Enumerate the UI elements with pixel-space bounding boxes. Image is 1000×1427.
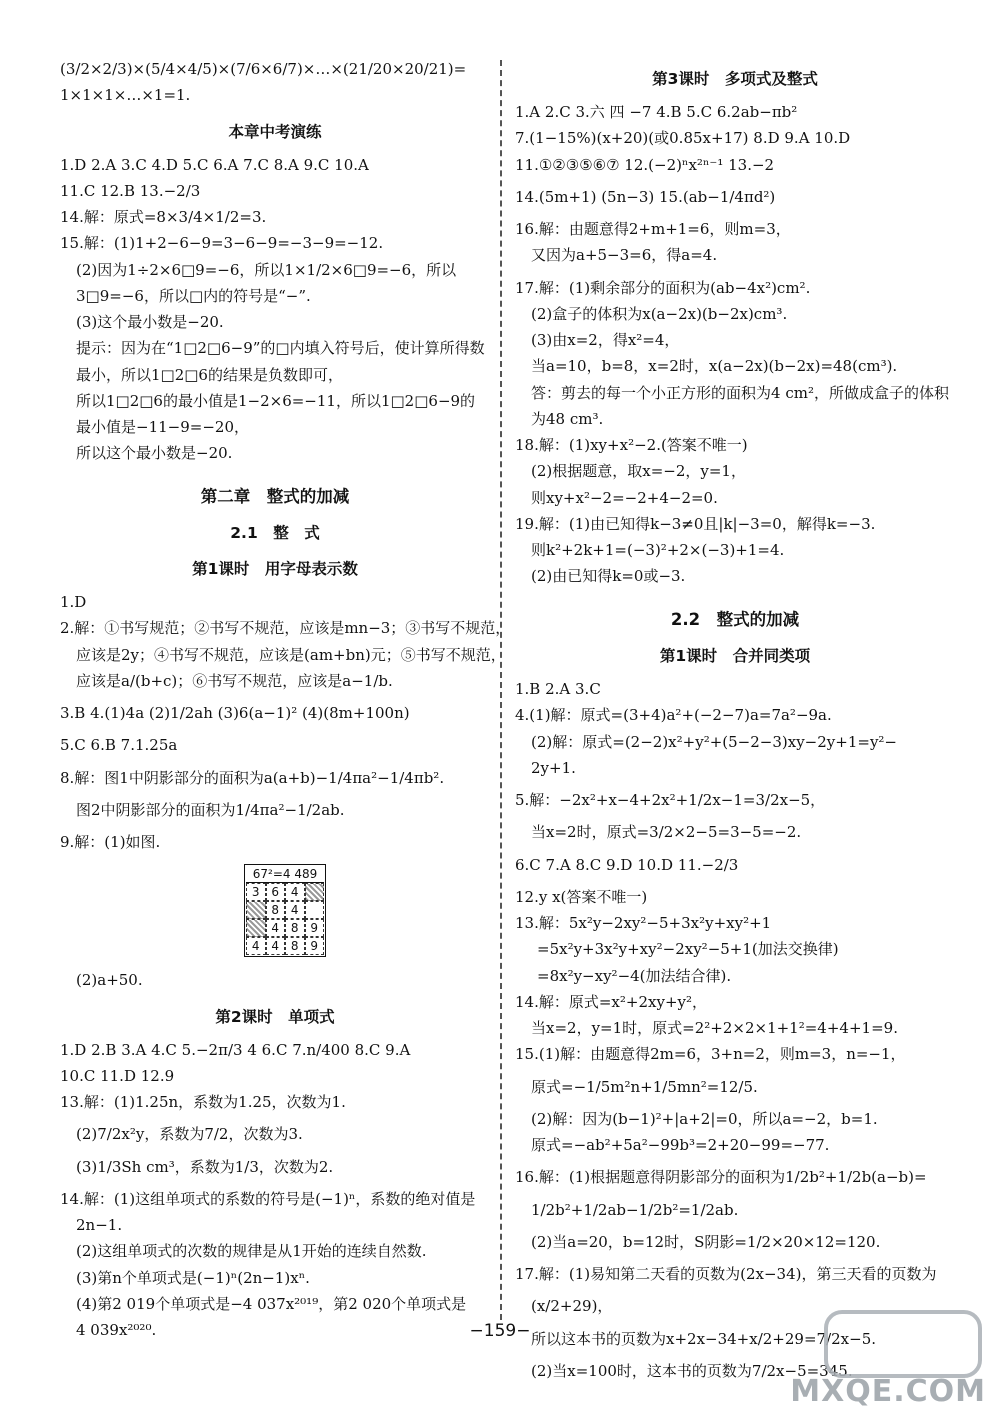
answer-line: 6.C 7.A 8.C 9.D 10.D 11.−2/3 xyxy=(515,855,739,874)
answer-line: 当x=2时，原式=3/2×2−5=3−5=−2. xyxy=(531,823,802,842)
figure-cell: 3 xyxy=(246,883,266,901)
answer-line: 1×1×1×…×1=1. xyxy=(60,86,191,105)
answer-line: 13.解：5x²y−2xy²−5+3x²y+xy²+1 xyxy=(515,914,772,933)
answer-line: 为48 cm³. xyxy=(531,409,604,428)
figure-cell: 8 xyxy=(285,937,305,955)
figure-cell: 4 xyxy=(246,937,266,955)
answer-line: (4)第2 019个单项式是−4 037x²⁰¹⁹，第2 020个单项式是 xyxy=(76,1294,467,1313)
figure-cell: 8 xyxy=(266,901,286,919)
section-heading: 2.2 整式的加减 xyxy=(670,609,800,629)
answer-line: 15.解：(1)1+2−6−9=3−6−9=−3−9=−12. xyxy=(60,234,384,253)
answer-line: (2)盒子的体积为x(a−2x)(b−2x)cm³. xyxy=(531,304,788,323)
figure-caption: 67²=4 489 xyxy=(246,866,324,883)
answer-line: (2)当x=100时，这本书的页数为7/2x−5=345. xyxy=(531,1361,853,1380)
answer-line: 则k²+2k+1=(−3)²+2×(−3)+1=4. xyxy=(531,541,785,560)
answer-line: (3)这个最小数是−20. xyxy=(76,313,224,332)
answer-line: 14.解：原式=8×3/4×1/2=3. xyxy=(60,208,267,227)
figure-cell: 9 xyxy=(305,919,325,937)
answer-line: 11.①②③⑤⑥⑦ 12.(−2)ⁿx²ⁿ⁻¹ 13.−2 xyxy=(515,155,775,174)
figure-cell: 4 xyxy=(266,919,286,937)
answer-line: (2)因为1÷2×6□9=−6，所以1×1/2×6□9=−6，所以 xyxy=(76,260,457,279)
answer-line: 16.解：(1)根据题意得阴影部分的面积为1/2b²+1/2b(a−b)= xyxy=(515,1168,927,1187)
answer-line: 原式=−ab²+5a²−99b³=2+20−99=−77. xyxy=(531,1136,830,1155)
section-heading: 第二章 整式的加减 xyxy=(200,486,350,506)
figure-cell: 8 xyxy=(285,919,305,937)
answer-line: 最小值是−11−9=−20， xyxy=(76,418,249,437)
answer-line: (2)7/2x²y，系数为7/2，次数为3. xyxy=(76,1125,303,1144)
answer-line: 1.D 2.B 3.A 4.C 5.−2π/3 4 6.C 7.n/400 8.C 9.A xyxy=(60,1040,411,1059)
answer-line: 15.(1)解：由题意得2m=6，3+n=2，则m=3，n=−1， xyxy=(515,1045,906,1064)
section-heading: 2.1 整 式 xyxy=(230,524,320,543)
watermark-text: MXQE.COM xyxy=(790,1373,986,1409)
answer-line: 当x=2，y=1时，原式=2²+2×2×1+1²=4+4+1=9. xyxy=(531,1019,898,1038)
column-divider xyxy=(500,60,502,1320)
answer-line: 1.D 2.A 3.C 4.D 5.C 6.A 7.C 8.A 9.C 10.A xyxy=(60,155,369,174)
answer-line: 12.y x(答案不唯一) xyxy=(515,887,648,906)
answer-line: 14.(5m+1) (5n−3) 15.(ab−1/4πd²) xyxy=(515,187,776,206)
section-heading: 第1课时 合并同类项 xyxy=(659,647,811,666)
answer-line: 当a=10，b=8，x=2时，x(a−2x)(b−2x)=48(cm³). xyxy=(531,357,898,376)
answer-line: 4 039x²⁰²⁰. xyxy=(76,1321,157,1340)
right-column xyxy=(515,55,955,1386)
answer-line: 3□9=−6，所以□内的符号是“−”. xyxy=(76,286,311,305)
answer-line: 则xy+x²−2=−2+4−2=0. xyxy=(531,488,718,507)
answer-line: =8x²y−xy²−4(加法结合律). xyxy=(537,966,732,985)
section-heading: 第2课时 单项式 xyxy=(215,1007,335,1026)
answer-line: (x/2+29)， xyxy=(531,1297,613,1316)
answer-line: 又因为a+5−3=6，得a=4. xyxy=(531,246,718,265)
answer-line: 17.解：(1)剩余部分的面积为(ab−4x²)cm². xyxy=(515,278,811,297)
answer-line: 1.D xyxy=(60,593,87,612)
answer-line: (2)由已知得k=0或−3. xyxy=(531,567,686,586)
answer-line: 11.C 12.B 13.−2/3 xyxy=(60,181,201,200)
page-number: −159− xyxy=(469,1321,531,1341)
section-heading: 第1课时 用字母表示数 xyxy=(192,560,358,579)
answer-line: 14.解：(1)这组单项式的系数的符号是(−1)ⁿ，系数的绝对值是 xyxy=(60,1189,476,1208)
answer-line: =5x²y+3x²y+xy²−2xy²−5+1(加法交换律) xyxy=(537,940,839,959)
answer-line: 1.B 2.A 3.C xyxy=(515,680,601,699)
section-heading: 本章中考演练 xyxy=(228,122,322,141)
answer-line: 2n−1. xyxy=(76,1216,123,1235)
figure-cell xyxy=(305,883,325,901)
figure-cell: 4 xyxy=(266,937,286,955)
answer-line: 所以1□2□6的最小值是1−2×6=−11，所以1□2□6−9的 xyxy=(76,391,476,410)
answer-line: 1/2b²+1/2ab−1/2b²=1/2ab. xyxy=(531,1200,739,1219)
figure-cell: 9 xyxy=(305,937,325,955)
answer-line: 13.解：(1)1.25n，系数为1.25，次数为1. xyxy=(60,1093,346,1112)
figure-cell: 6 xyxy=(266,883,286,901)
answer-line: (3)由x=2，得x²=4， xyxy=(531,331,680,350)
answer-line: 2y+1. xyxy=(531,758,576,777)
answer-line: 3.B 4.(1)4a (2)1/2ah (3)6(a−1)² (4)(8m+100n) xyxy=(60,704,410,723)
answer-line: 14.解：原式=x²+2xy+y²， xyxy=(515,992,707,1011)
answer-line: 原式=−1/5m²n+1/5mn²=12/5. xyxy=(531,1077,758,1096)
answer-line: (3/2×2/3)×(5/4×4/5)×(7/6×6/7)×…×(21/20×20/21)= xyxy=(60,60,467,78)
figure-cell: 4 xyxy=(285,883,305,901)
answer-line: 应该是2y；④书写不规范，应该是(am+bn)元；⑤书写不规范， xyxy=(76,645,506,664)
answer-line: 1.A 2.C 3.六 四 −7 4.B 5.C 6.2ab−πb² xyxy=(515,103,798,122)
answer-line: (2)当a=20，b=12时，S阴影=1/2×20×12=120. xyxy=(531,1232,881,1251)
answer-line: (2)根据题意，取x=−2，y=1， xyxy=(531,462,746,481)
answer-line: 图2中阴影部分的面积为1/4πa²−1/2ab. xyxy=(76,800,345,819)
answer-line: 5.解：−2x²+x−4+2x²+1/2x−1=3/2x−5， xyxy=(515,791,826,810)
answer-line: 应该是a/(b+c)；⑥书写不规范，应该是a−1/b. xyxy=(76,671,393,690)
figure-cell xyxy=(305,901,325,919)
answer-line: (3)1/3Sh cm³，系数为1/3，次数为2. xyxy=(76,1157,334,1176)
answer-line: 所以这本书的页数为x+2x−34+x/2+29=7/2x−5. xyxy=(531,1329,877,1348)
answer-line: (2)这组单项式的次数的规律是从1开始的连续自然数. xyxy=(76,1242,427,1261)
answer-line: 所以这个最小数是−20. xyxy=(76,444,233,463)
answer-line: 18.解：(1)xy+x²−2.(答案不唯一) xyxy=(515,436,748,455)
answer-line: (2)a+50. xyxy=(76,971,143,990)
answer-line: 16.解：由题意得2+m+1=6，则m=3， xyxy=(515,220,791,239)
answer-line: (2)解：因为(b−1)²+|a+2|=0，所以a=−2，b=1. xyxy=(531,1109,878,1128)
answer-line: (3)第n个单项式是(−1)ⁿ(2n−1)xⁿ. xyxy=(76,1268,310,1287)
answer-line: 8.解：图1中阴影部分的面积为a(a+b)−1/4πa²−1/4πb². xyxy=(60,768,445,787)
figure-cell xyxy=(246,919,266,937)
figure-grid xyxy=(244,864,326,957)
answer-line: 答：剪去的每一个小正方形的面积为4 cm²，所做成盒子的体积 xyxy=(531,383,949,402)
answer-line: 17.解：(1)易知第二天看的页数为(2x−34)，第三天看的页数为 xyxy=(515,1265,937,1284)
watermark-logo xyxy=(790,1310,992,1415)
answer-line: 19.解：(1)由已知得k−3≠0且|k|−3=0，解得k=−3. xyxy=(515,514,876,533)
answer-line: 10.C 11.D 12.9 xyxy=(60,1066,175,1085)
answer-line: (2)解：原式=(2−2)x²+y²+(5−2−3)xy−2y+1=y²− xyxy=(531,732,897,751)
answer-line: 9.解：(1)如图. xyxy=(60,833,161,852)
answer-line: 4.(1)解：原式=(3+4)a²+(−2−7)a=7a²−9a. xyxy=(515,706,832,725)
answer-line: 5.C 6.B 7.1.25a xyxy=(60,736,178,755)
section-heading: 第3课时 多项式及整式 xyxy=(652,70,818,88)
answer-line: 7.(1−15%)(x+20)(或0.85x+17) 8.D 9.A 10.D xyxy=(515,129,851,148)
answer-line: 2.解：①书写规范；②书写不规范，应该是mn−3；③书写不规范， xyxy=(60,619,511,638)
answer-line: 提示：因为在“1□2□6−9”的□内填入符号后，使计算所得数 xyxy=(76,339,485,358)
figure-cell xyxy=(246,901,266,919)
figure-cell: 4 xyxy=(285,901,305,919)
answer-line: 最小，所以1□2□6的结果是负数即可， xyxy=(76,365,343,384)
